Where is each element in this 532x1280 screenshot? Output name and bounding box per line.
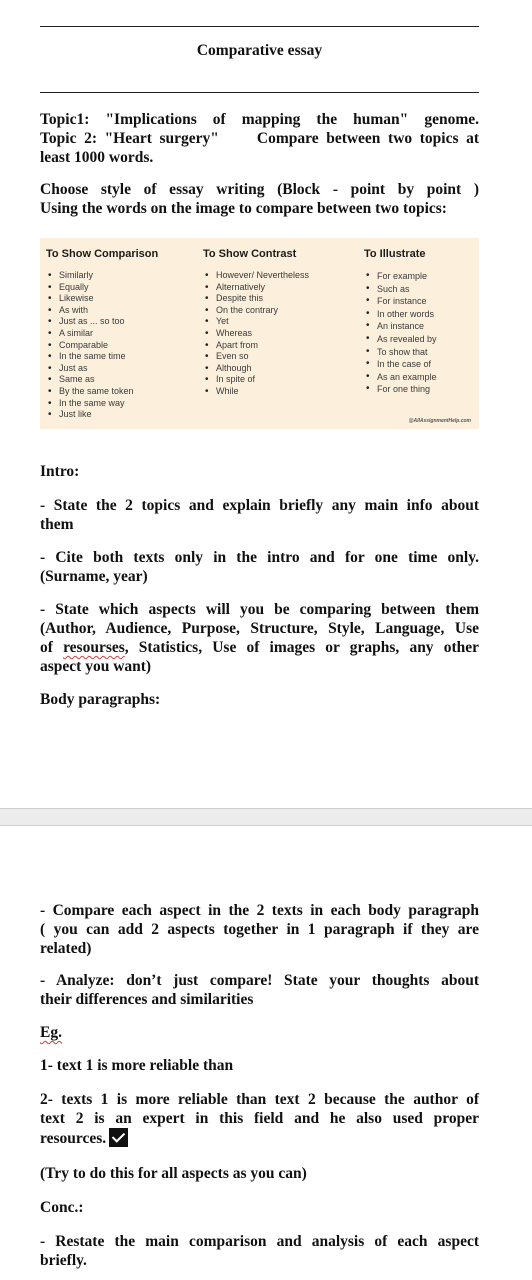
intro-point-2: - Cite both texts only in the intro and for one time only. (Surname, year) bbox=[40, 549, 479, 585]
list-item: • Although bbox=[216, 363, 309, 375]
document-page-2 bbox=[0, 826, 532, 1280]
list-item: • To show that bbox=[377, 346, 437, 359]
comparison-list bbox=[46, 270, 158, 421]
list-item: • As an example bbox=[377, 371, 437, 384]
spelling-error-resourses: resourses bbox=[63, 639, 125, 656]
try-note: (Try to do this for all aspects as you can) bbox=[40, 1165, 307, 1182]
list-item: • Just as bbox=[59, 363, 158, 375]
top-rule bbox=[40, 26, 479, 27]
list-item: • In spite of bbox=[216, 374, 309, 386]
instructions-line-1: Choose style of essay writing (Block - point by point ) bbox=[40, 181, 479, 198]
list-item: • A similar bbox=[59, 328, 158, 340]
title-bottom-rule bbox=[40, 92, 479, 93]
example-label: Eg. bbox=[40, 1024, 62, 1041]
list-item: • While bbox=[216, 386, 309, 398]
body-point-1: - Compare each aspect in the 2 texts in each body paragraph ( you can add 2 aspects together in 1 paragraph if they are related) bbox=[40, 902, 479, 957]
list-item: • Similarly bbox=[59, 270, 158, 282]
list-item: • Even so bbox=[216, 351, 309, 363]
example-2: 2- texts 1 is more reliable than text 2 because the author of text 2 is an expert in this field and he also used proper resources. bbox=[40, 1091, 479, 1147]
list-item: • As with bbox=[59, 305, 158, 317]
list-item: • Same as bbox=[59, 374, 158, 386]
contrast-heading: To Show Contrast bbox=[203, 248, 297, 260]
list-item: • Just like bbox=[59, 409, 158, 421]
list-item: • For one thing bbox=[377, 383, 437, 396]
illustrate-list bbox=[364, 270, 437, 396]
illustrate-heading: To Illustrate bbox=[364, 248, 426, 260]
intro-point-3: - State which aspects will you be comparing between them (Author, Audience, Purpose, Structure, Style, Language, Use of resourses, Statistics, Use of images or graphs, any other aspect you want) bbox=[40, 601, 479, 675]
list-item: • Whereas bbox=[216, 328, 309, 340]
image-credit: @AllAssignmentHelp.com bbox=[408, 418, 471, 424]
list-item: • Likewise bbox=[59, 293, 158, 305]
intro-point-1: - State the 2 topics and explain briefly any main info about them bbox=[40, 497, 479, 533]
comparison-column bbox=[46, 248, 158, 421]
topics-line-3: least 1000 words. bbox=[40, 149, 154, 166]
list-item: • Just as ... so too bbox=[59, 316, 158, 328]
list-item: • However/ Nevertheless bbox=[216, 270, 309, 282]
body-paragraphs-heading: Body paragraphs: bbox=[40, 691, 161, 708]
page-break-separator bbox=[0, 808, 532, 826]
conclusion-point: - Restate the main comparison and analysis of each aspect briefly. bbox=[40, 1233, 479, 1269]
example-1: 1- text 1 is more reliable than bbox=[40, 1057, 234, 1074]
list-item: • On the contrary bbox=[216, 305, 309, 317]
list-item: • Comparable bbox=[59, 340, 158, 352]
contrast-list bbox=[203, 270, 309, 398]
topics-line-1: Topic1: "Implications of mapping the human" genome. bbox=[40, 111, 479, 128]
page-title: Comparative essay bbox=[196, 42, 323, 59]
list-item: • In other words bbox=[377, 308, 437, 321]
comparison-heading: To Show Comparison bbox=[46, 248, 159, 260]
checkmark-icon bbox=[109, 1128, 128, 1147]
list-item: • In the same time bbox=[59, 351, 158, 363]
instructions-paragraph bbox=[40, 180, 479, 218]
list-item: • For example bbox=[377, 270, 437, 283]
transition-words-image bbox=[40, 238, 479, 429]
topics-line-2: Topic 2: "Heart surgery" Compare between two topics at bbox=[40, 130, 479, 147]
illustrate-column bbox=[364, 248, 437, 396]
contrast-column bbox=[203, 248, 309, 398]
topics-paragraph bbox=[40, 110, 479, 167]
body-point-2: - Analyze: don’t just compare! State your thoughts about their differences and similarities bbox=[40, 972, 479, 1008]
list-item: • In the case of bbox=[377, 358, 437, 371]
list-item: • Apart from bbox=[216, 340, 309, 352]
list-item: • In the same way bbox=[59, 398, 158, 410]
list-item: • Yet bbox=[216, 316, 309, 328]
instructions-line-2: Using the words on the image to compare between two topics: bbox=[40, 200, 447, 217]
list-item: • Despite this bbox=[216, 293, 309, 305]
list-item: • An instance bbox=[377, 320, 437, 333]
list-item: • For instance bbox=[377, 295, 437, 308]
intro-heading: Intro: bbox=[40, 463, 80, 480]
conclusion-heading: Conc.: bbox=[40, 1199, 84, 1216]
list-item: • Equally bbox=[59, 282, 158, 294]
list-item: • As revealed by bbox=[377, 333, 437, 346]
list-item: • By the same token bbox=[59, 386, 158, 398]
list-item: • Such as bbox=[377, 283, 437, 296]
list-item: • Alternatively bbox=[216, 282, 309, 294]
